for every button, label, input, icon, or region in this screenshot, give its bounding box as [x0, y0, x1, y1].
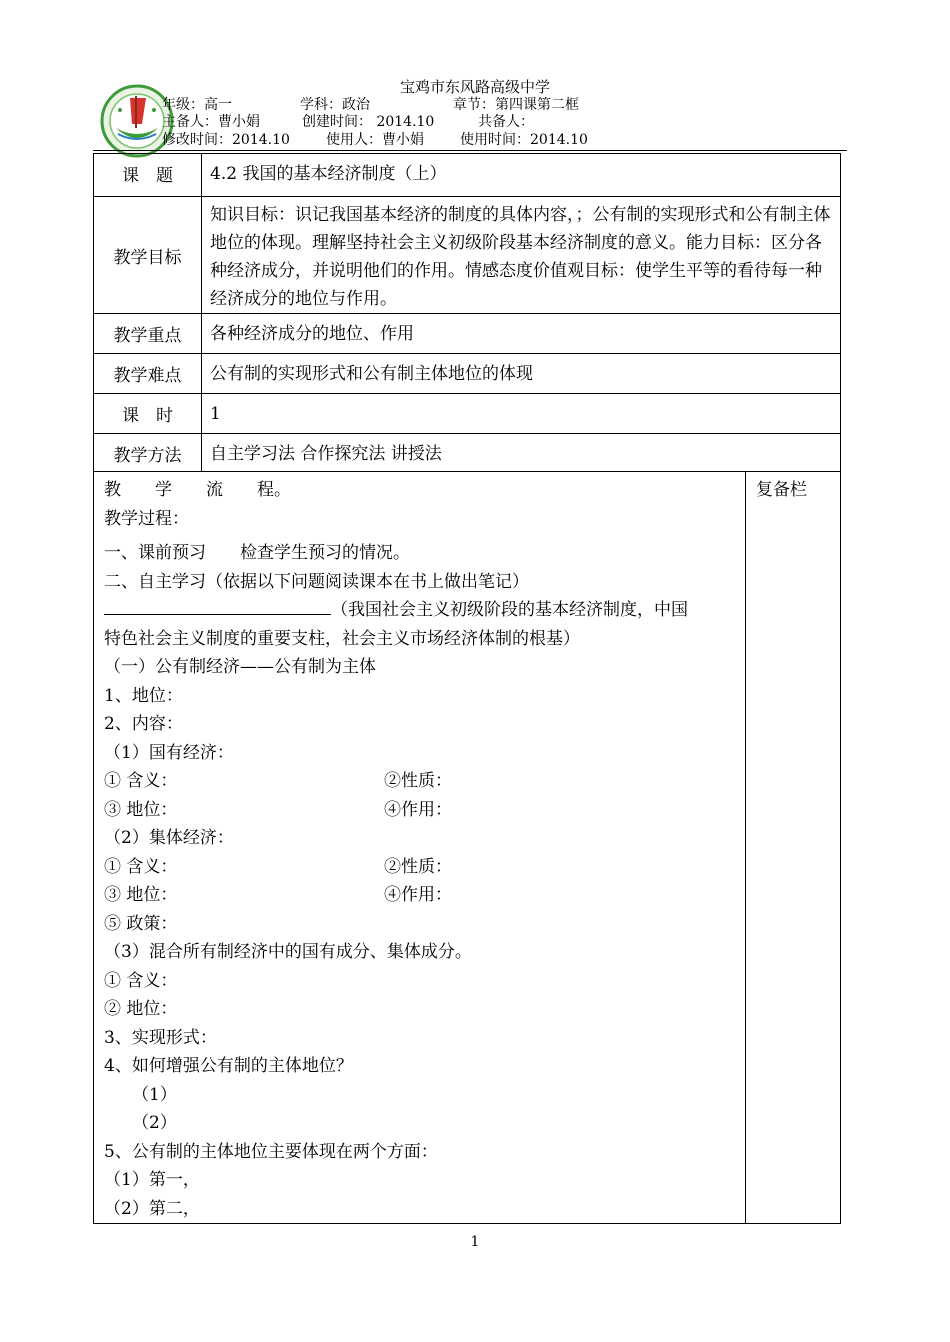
lesson-line: （2）集体经济：	[104, 828, 234, 848]
lesson-line: 二、自主学习（依据以下问题阅读课本在书上做出笔记）	[104, 571, 529, 592]
lesson-line	[104, 767, 735, 796]
row-label: 教学目标	[94, 197, 202, 314]
subject-field: 学科：政治	[300, 97, 370, 113]
fill-in-line	[104, 596, 735, 625]
table-row	[94, 314, 841, 354]
flow-title: 教 学 流 程。	[104, 480, 291, 500]
role-label: ④作用：	[384, 885, 452, 905]
co-preparer-field: 共备人：	[478, 114, 534, 130]
review-column	[746, 472, 841, 1224]
meaning-label: ① 含义：	[104, 856, 178, 877]
table-row	[94, 434, 841, 472]
lesson-line: 3、实现形式：	[104, 1027, 217, 1048]
status-label: ③ 地位：	[104, 799, 178, 820]
lesson-line: （2）	[132, 1113, 177, 1133]
status-label: ③ 地位：	[104, 885, 178, 905]
lesson-line	[104, 881, 735, 910]
lesson-line: ⑤ 政策：	[104, 913, 178, 934]
lesson-line: ② 地位：	[104, 999, 178, 1019]
lesson-line: （1）	[132, 1084, 177, 1105]
lesson-line: ① 含义：	[104, 970, 178, 991]
nature-label: ②性质：	[384, 771, 452, 791]
meaning-label: ① 含义：	[104, 771, 178, 791]
lesson-line: 1、地位：	[104, 685, 183, 706]
topic-value: 4.2 我国的基本经济制度（上）	[202, 154, 841, 197]
key-points-value: 各种经济成分的地位、作用	[202, 314, 841, 354]
modified-time-field: 修改时间：2014.10	[162, 132, 290, 148]
chapter-field: 章节：第四课第二框	[453, 97, 579, 113]
table-row	[94, 354, 841, 394]
lesson-line: 4、如何增强公有制的主体地位？	[104, 1056, 353, 1076]
lesson-line: 5、公有制的主体地位主要体现在两个方面：	[104, 1141, 438, 1162]
school-name: 宝鸡市东风路高级中学	[399, 78, 550, 96]
lesson-line	[104, 796, 735, 825]
methods-value: 自主学习法 合作探究法 讲授法	[202, 434, 841, 472]
objectives-value: 知识目标：识记我国基本经济的制度的具体内容，；公有制的实现形式和公有制主体地位的体现。理解坚持社会主义初级阶段基本经济制度的意义。能力目标：区分各种经济成分，并说明他们的作用。情感态度价值观目标：使学生平等的看待每一种经济成分的地位与作用。	[202, 197, 841, 314]
lesson-line-text: （我国社会主义初级阶段的基本经济制度，中国	[331, 600, 688, 620]
row-label: 教学难点	[94, 354, 202, 394]
answer-blank[interactable]	[104, 596, 331, 615]
row-label: 课 时	[94, 394, 202, 434]
lesson-line: （1）国有经济：	[104, 742, 234, 763]
role-label: ④作用：	[384, 799, 452, 820]
lesson-flow-cell	[94, 472, 746, 1224]
user-field: 使用人：曹小娟	[326, 132, 424, 148]
lesson-line: （一）公有制经济——公有制为主体	[104, 657, 376, 677]
review-column-label: 复备栏	[756, 480, 807, 500]
lesson-line: （3）混合所有制经济中的国有成分、集体成分。	[104, 942, 472, 962]
nature-label: ②性质：	[384, 856, 452, 877]
row-label: 课 题	[94, 154, 202, 197]
periods-value: 1	[202, 394, 841, 434]
use-time-field: 使用时间：2014.10	[460, 132, 588, 148]
lesson-line: 一、课前预习 检查学生预习的情况。	[104, 543, 410, 563]
table-row	[94, 472, 841, 1224]
lesson-line: （2）第二，	[104, 1198, 200, 1219]
lesson-line: （1）第一，	[104, 1170, 200, 1190]
page-number: 1	[470, 1234, 480, 1250]
lesson-line: 2、内容：	[104, 714, 183, 734]
row-label: 教学重点	[94, 314, 202, 354]
lesson-line	[104, 853, 735, 882]
row-label: 教学方法	[94, 434, 202, 472]
header-rule	[93, 150, 847, 151]
process-title: 教学过程：	[104, 508, 189, 529]
table-row	[94, 154, 841, 197]
lesson-line: 特色社会主义制度的重要支柱，社会主义市场经济体制的根基）	[104, 628, 580, 649]
created-time-field: 创建时间： 2014.10	[302, 114, 435, 130]
table-row	[94, 197, 841, 314]
lesson-plan-table	[93, 153, 841, 1224]
table-row	[94, 394, 841, 434]
grade-field: 年级：高一	[162, 97, 232, 113]
lead-preparer-field: 主备人：曹小娟	[162, 114, 260, 130]
difficulties-value: 公有制的实现形式和公有制主体地位的体现	[202, 354, 841, 394]
